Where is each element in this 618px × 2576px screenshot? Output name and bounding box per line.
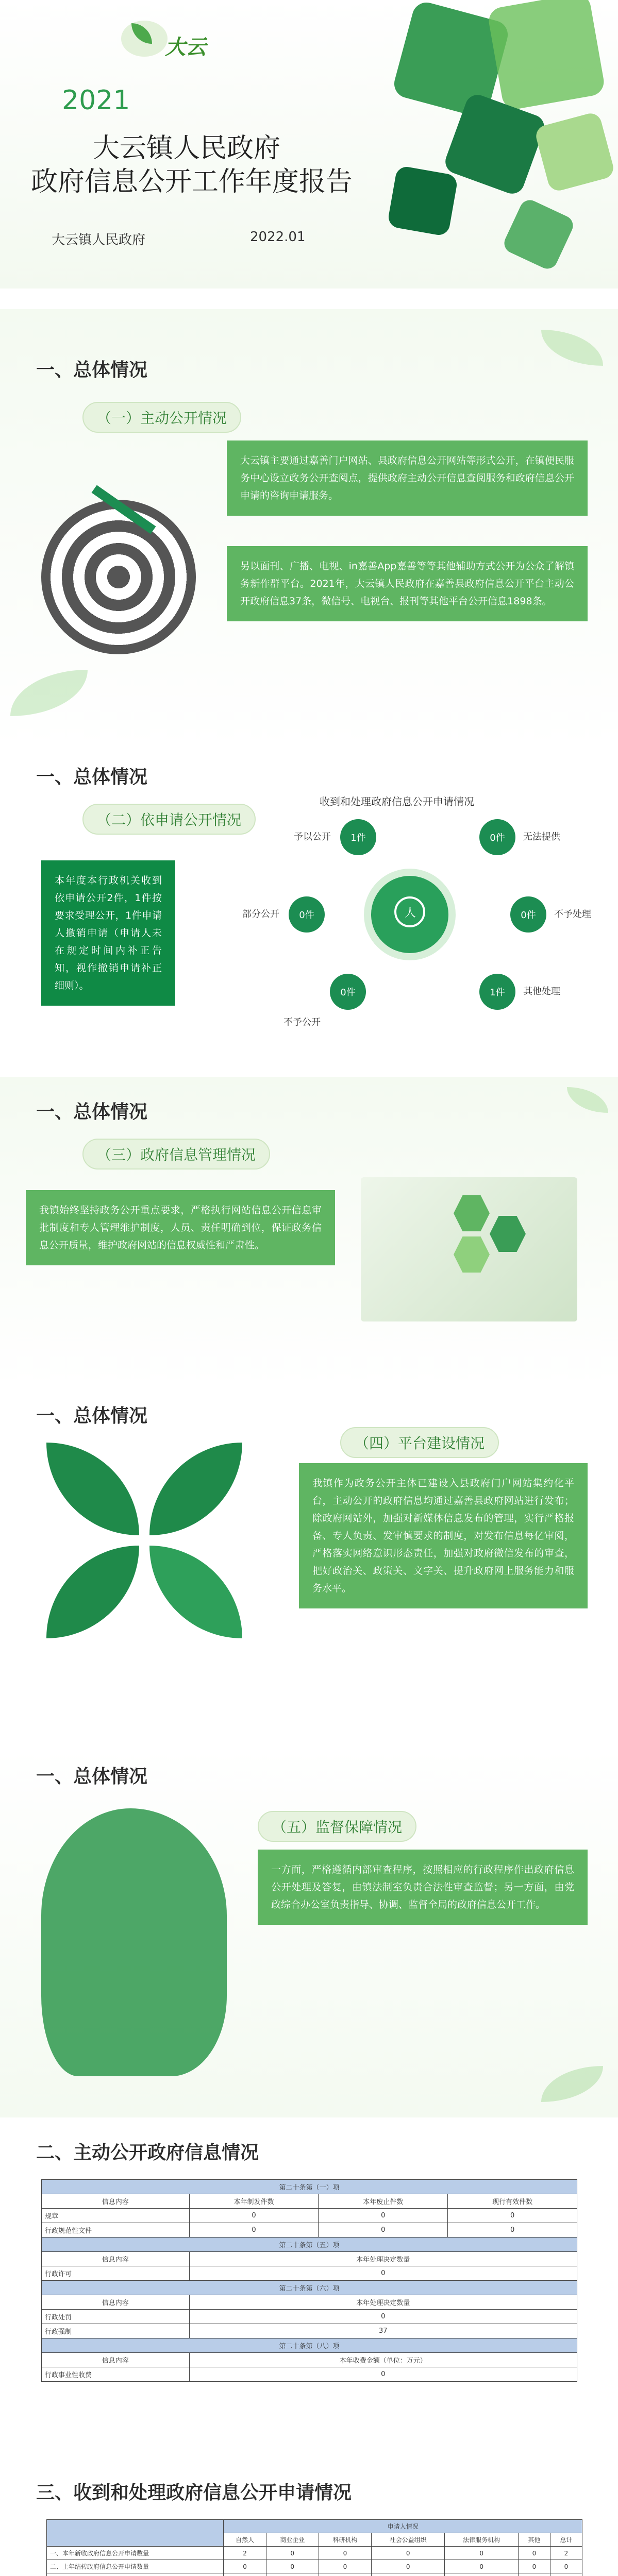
report-title-line2: 政府信息公开工作年度报告 xyxy=(31,166,353,197)
table-row xyxy=(42,2295,577,2310)
report-org: 大云镇人民政府 xyxy=(52,232,146,248)
table-cell: 行政事业性收费 xyxy=(42,2367,190,2382)
table-row xyxy=(47,2573,582,2576)
center-label: 人 xyxy=(405,907,416,920)
node-noprocess: 0件 xyxy=(510,896,546,933)
node-withheld: 0件 xyxy=(330,974,366,1010)
eco-head-icon xyxy=(41,1808,227,2076)
section-heading: 一、总体情况 xyxy=(36,1101,148,1123)
deco-square xyxy=(533,111,615,193)
section-overview-2 xyxy=(0,747,618,1077)
table-cell: 第二十条第（六）项 xyxy=(42,2281,577,2295)
section-overview-4 xyxy=(0,1386,618,1747)
deco-square xyxy=(487,0,606,111)
table-row xyxy=(42,2353,577,2367)
clover-icon xyxy=(46,1443,242,1638)
table-cell: 0 xyxy=(319,2547,371,2560)
active-disclosure-table xyxy=(41,2179,577,2382)
table-cell: 第二十条第（八）项 xyxy=(42,2338,577,2353)
table-row xyxy=(42,2338,577,2353)
table-cell: 行政强制 xyxy=(42,2324,190,2338)
table-cell: 现行有效件数 xyxy=(448,2194,577,2209)
section-overview-1 xyxy=(0,309,618,747)
table-cell: 0 xyxy=(189,2367,577,2382)
table-cell: 信息内容 xyxy=(42,2353,190,2367)
active-disclosure-text-2: 另以面刊、广播、电视、in嘉善App嘉善等等其他辅助方式公开为公众了解镇务新作群平台。2021年，大云镇人民政府在嘉善县政府信息公开平台主动公开政府信息37条，微信号、电视台、报刊等其他平台公开信息1898条。 xyxy=(227,546,588,621)
table-row xyxy=(42,2180,577,2194)
section-heading: 一、总体情况 xyxy=(36,1405,148,1427)
table-cell xyxy=(550,2573,582,2576)
table-cell: 0 xyxy=(266,2560,319,2573)
section-heading: 一、总体情况 xyxy=(36,360,148,381)
table-cell: 行政规范性文件 xyxy=(42,2223,190,2238)
table-row xyxy=(47,2520,582,2533)
report-year: 2021 xyxy=(62,85,130,116)
table-cell: 二、上年结转政府信息公开申请数量 xyxy=(47,2560,224,2573)
node-other: 1件 xyxy=(479,974,515,1010)
node-label: 不予处理 xyxy=(554,909,591,920)
table-cell: 0 xyxy=(189,2266,577,2281)
node-partial: 0件 xyxy=(289,896,325,933)
table-cell: 0 xyxy=(224,2560,266,2573)
platform-text: 我镇作为政务公开主体已建设入县政府门户网站集约化平台，主动公开的政府信息均通过嘉善县政府网站进行发布；除政府网站外，加强对新媒体信息发布的管理，实行严格报备、专人负责、发审慎要求的制度，对发布信息每亿审阅，严格落实网络意识形态责任，加强对政府微信发布的审查，把好政治关、政策关、文字关、提升政府网上服务能力和服务水平。 xyxy=(299,1463,588,1608)
table-cell: 37 xyxy=(189,2324,577,2338)
subsection-pill: （四）平台建设情况 xyxy=(340,1427,499,1458)
table-cell: 科研机构 xyxy=(319,2533,371,2547)
subsection-pill: （三）政府信息管理情况 xyxy=(82,1139,270,1170)
report-date: 2022.01 xyxy=(250,229,306,245)
management-text: 我镇始终坚持政务公开重点要求，严格执行网站信息公开信息审批制度和专人管理维护制度，人员、责任明确到位，保证政务信息公开质量，维护政府网站的信息权威性和严肃性。 xyxy=(26,1190,335,1265)
table-cell: 0 xyxy=(319,2209,448,2223)
table-row xyxy=(42,2238,577,2252)
section-overview-5 xyxy=(0,1747,618,2117)
table-cell: 商业企业 xyxy=(266,2533,319,2547)
subsection-pill: （二）依申请公开情况 xyxy=(82,804,256,835)
table-cell: 行政许可 xyxy=(42,2266,190,2281)
table-cell: 自然人 xyxy=(224,2533,266,2547)
node-label: 其他处理 xyxy=(523,986,560,997)
table-cell xyxy=(47,2573,224,2576)
node-label: 不予公开 xyxy=(283,1017,321,1028)
table-cell: 信息内容 xyxy=(42,2252,190,2266)
deco-square xyxy=(501,197,576,272)
section-heading: 一、总体情况 xyxy=(36,767,148,788)
section-heading: 一、总体情况 xyxy=(36,1766,148,1787)
active-disclosure-text-1: 大云镇主要通过嘉善门户网站、县政府信息公开网站等形式公开，在镇便民服务中心设立政务公开查阅点，提供政府主动公开信息查阅服务和政府信息公开申请的咨询申请服务。 xyxy=(227,440,588,516)
table-cell: 第二十条第（一）项 xyxy=(42,2180,577,2194)
table-row xyxy=(47,2560,582,2573)
table-cell: 0 xyxy=(319,2223,448,2238)
table-cell: 0 xyxy=(189,2223,319,2238)
section-overview-3 xyxy=(0,1077,618,1386)
table-cell: 规章 xyxy=(42,2209,190,2223)
table-row xyxy=(42,2367,577,2382)
table-cell: 本年收费金额（单位：万元） xyxy=(189,2353,577,2367)
table-row xyxy=(42,2209,577,2223)
node-public: 1件 xyxy=(340,819,376,855)
table-cell: 0 xyxy=(189,2310,577,2324)
application-text: 本年度本行政机关收到依申请公开2件，1件按要求受理公开，1件申请人撤销申请（申请人未在规定时间内补正告知，视作撤销申请补正细则）。 xyxy=(41,860,175,1006)
table-cell: 第二十条第（五）项 xyxy=(42,2238,577,2252)
section-applications xyxy=(0,2468,618,2576)
table-cell: 0 xyxy=(319,2560,371,2573)
table-cell: 本年处理决定数量 xyxy=(189,2295,577,2310)
diagram-title: 收到和处理政府信息公开申请情况 xyxy=(320,795,474,808)
report-header xyxy=(0,0,618,289)
table-cell: 2 xyxy=(224,2547,266,2560)
oversight-text: 一方面，严格遵循内部审查程序，按照相应的行政程序作出政府信息公开处理及答复，由镇法制室负责合法性审查监督；另一方面，由党政综合办公室负责指导、协调、监督全局的政府信息公开工作。 xyxy=(258,1850,588,1925)
table-cell xyxy=(445,2573,518,2576)
table-cell: 信息内容 xyxy=(42,2295,190,2310)
table-row xyxy=(42,2252,577,2266)
table-cell: 信息内容 xyxy=(42,2194,190,2209)
table-cell: 总计 xyxy=(550,2533,582,2547)
node-label: 予以公开 xyxy=(294,832,331,842)
deco-square xyxy=(387,165,458,236)
table-cell: 本年处理决定数量 xyxy=(189,2252,577,2266)
table-row xyxy=(42,2281,577,2295)
table-cell xyxy=(266,2573,319,2576)
table-cell: 本年废止件数 xyxy=(319,2194,448,2209)
table-cell: 社会公益组织 xyxy=(372,2533,445,2547)
target-icon xyxy=(41,500,196,654)
table-cell: 0 xyxy=(448,2209,577,2223)
table-row xyxy=(42,2194,577,2209)
table-row xyxy=(42,2266,577,2281)
table-row xyxy=(47,2547,582,2560)
table-cell: 0 xyxy=(266,2547,319,2560)
table-cell xyxy=(518,2573,550,2576)
logo-text: 大云 xyxy=(165,36,206,59)
table-cell: 0 xyxy=(189,2209,319,2223)
table-cell xyxy=(47,2520,224,2547)
table-cell: 0 xyxy=(372,2560,445,2573)
table-row xyxy=(42,2310,577,2324)
node-label: 无法提供 xyxy=(523,832,560,842)
section-heading: 三、收到和处理政府信息公开申请情况 xyxy=(36,2482,352,2503)
section-heading: 二、主动公开政府信息情况 xyxy=(36,2142,259,2163)
table-cell xyxy=(372,2573,445,2576)
table-cell: 0 xyxy=(518,2560,550,2573)
table-cell xyxy=(319,2573,371,2576)
table-cell: 一、本年新收政府信息公开申请数量 xyxy=(47,2547,224,2560)
table-cell: 0 xyxy=(518,2547,550,2560)
table-cell xyxy=(224,2573,266,2576)
table-cell: 2 xyxy=(550,2547,582,2560)
subsection-pill: （一）主动公开情况 xyxy=(82,402,241,433)
table-cell: 0 xyxy=(448,2223,577,2238)
table-cell: 行政处罚 xyxy=(42,2310,190,2324)
table-cell: 本年制发件数 xyxy=(189,2194,319,2209)
node-unable: 0件 xyxy=(479,819,515,855)
node-label: 部分公开 xyxy=(242,909,279,920)
table-cell: 0 xyxy=(550,2560,582,2573)
table-cell: 0 xyxy=(372,2547,445,2560)
table-row xyxy=(42,2223,577,2238)
table-cell: 法律服务机构 xyxy=(445,2533,518,2547)
section-active-disclosure xyxy=(0,2117,618,2468)
table-row xyxy=(42,2324,577,2338)
table-cell: 0 xyxy=(445,2547,518,2560)
report-title-line1: 大云镇人民政府 xyxy=(93,133,281,164)
table-cell: 其他 xyxy=(518,2533,550,2547)
subsection-pill: （五）监督保障情况 xyxy=(258,1811,416,1842)
table-cell: 0 xyxy=(445,2560,518,2573)
table-cell: 申请人情况 xyxy=(224,2520,582,2533)
applications-table xyxy=(46,2519,582,2576)
